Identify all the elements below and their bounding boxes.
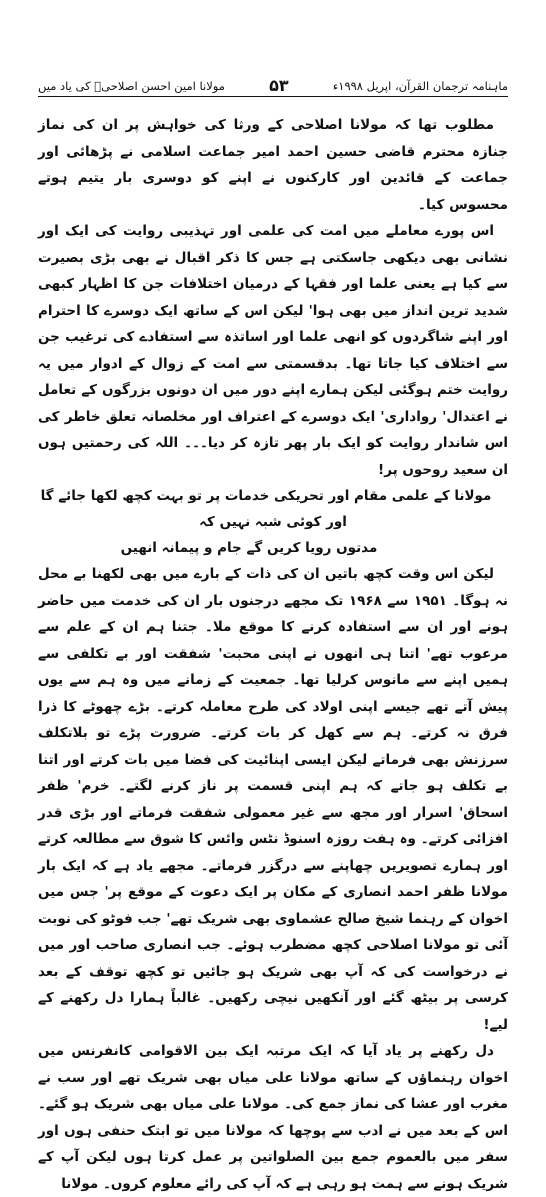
paragraph-1: مطلوب تھا کہ مولانا اصلاحی کے ورثا کی خواہش پر ان کی نماز جنازہ محترم قاضی حسین احمد امیر جماعت اسلامی نے پڑھائی اور جماعت کے قائدین اور کارکنوں نے اپنے کو دوسری بار یتیم ہوتے محسوس کیا۔ bbox=[38, 117, 508, 213]
header-rule bbox=[38, 96, 508, 97]
journal-title: ماہنامہ ترجمان القرآن، اپریل ۱۹۹۸ء bbox=[332, 79, 508, 93]
paragraph-3: مولانا کے علمی مقام اور تحریکی خدمات پر تو بہت کچھ لکھا جائے گا اور کوئی شبہ نہیں کہ bbox=[40, 488, 492, 530]
verse-text: مدتوں رویا کریں گے جام و پیمانہ انھیں bbox=[120, 540, 378, 556]
verse-line bbox=[38, 535, 508, 561]
page-number: ۵۳ bbox=[269, 76, 289, 95]
paragraph-5: دل رکھنے پر یاد آیا کہ ایک مرتبہ ایک بین الاقوامی کانفرنس میں اخوان رہنماؤں کے ساتھ مولانا علی میاں بھی شریک تھے اور سب نے مغرب اور عشا کی نماز جمع کی۔ مولانا علی میاں بھی شریک ہو گئے۔ اس کے بعد میں نے ادب سے پوچھا کہ مولانا میں تو ابتک حنفی ہوں اور سفر میں بالعموم جمع بین الصلواتین پر عمل کرتا ہوں لیکن آپ کے شریک ہونے سے ہمت ہو رہی ہے کہ آپ کی رائے معلوم کروں۔ مولانا bbox=[38, 1043, 508, 1192]
article-title: مولانا امین احسن اصلاحیؒ کی یاد میں bbox=[38, 79, 225, 93]
article-body bbox=[38, 112, 508, 1197]
paragraph-2: اس پورے معاملے میں امت کی علمی اور تہذیبی روایت کی ایک اور نشانی بھی دیکھی جاسکتی ہے جس کا ذکر اقبال نے بھی بڑی بصیرت سے کیا ہے یعنی علما اور فقہا کے درمیان اختلافات جن کا اظہار کبھی شدید ترین انداز میں بھی ہوا' لیکن اس کے ساتھ ایک دوسرے کا احترام اور اپنے شاگردوں کو انھی علما اور اساتذہ سے استفادے کی ترغیب جن سے اختلاف کیا جاتا تھا۔ بدقسمتی سے امت کے زوال کے ادوار میں یہ روایت ختم ہوگئی لیکن ہمارے اپنے دور میں ان دونوں بزرگوں کے تعامل نے اعتدال' رواداری' ایک دوسرے کے اعتراف اور مخلصانہ تعلق خاطر کی اس شاندار روایت کو ایک بار پھر تازہ کر دیا۔۔۔ اللہ کی رحمتیں ہوں ان سعید روحوں پر! bbox=[38, 223, 508, 478]
running-header bbox=[38, 68, 508, 94]
paragraph-4: لیکن اس وقت کچھ باتیں ان کی ذات کے بارے میں بھی لکھنا بے محل نہ ہوگا۔ ۱۹۵۱ سے ۱۹۶۸ تک مجھے درجنوں بار ان کی خدمت میں حاضر ہونے اور ان سے استفادہ کرنے کا موقع ملا۔ جتنا ہم ان کے علم سے مرعوب تھے' اتنا ہی انھوں نے اپنی محبت' شفقت اور بے تکلفی سے ہمیں اپنے سے مانوس کرلیا تھا۔ جمعیت کے زمانے میں وہ ہم سے یوں پیش آتے تھے جیسے اپنی اولاد کی طرح معاملہ کرتے۔ بڑے چھوٹے کا ذرا فرق نہ کرتے۔ ہم سے کھل کر بات کرتے۔ ضرورت پڑے تو بلاتکلف سرزنش بھی فرماتے لیکن ایسی اپنائیت کی فضا میں بات کرتے اور اتنا بے تکلف ہو جاتے کہ ہم اپنی قسمت پر ناز کرنے لگتے۔ خرم' ظفر اسحاق' اسرار اور مجھ سے غیر معمولی شفقت فرماتے اور بڑی قدر افزائی کرتے۔ وہ ہفت روزہ اسنوڈ نٹس وائس کا شوق سے مطالعہ کرتے اور ہمارے تصویریں چھاپنے سے درگزر فرماتے۔ مجھے یاد ہے کہ ایک بار مولانا ظفر احمد انصاری کے مکان پر ایک دعوت کے موقع پر' جس میں اخوان کے رہنما شیخ صالح عشماوی بھی شریک تھے' جب فوٹو کی نوبت آئی تو مولانا اصلاحی کچھ مضطرب ہوئے۔ جب انصاری صاحب اور میں نے درخواست کی کہ آپ بھی شریک ہو جائیں تو کچھ توقف کے بعد کرسی پر بیٹھ گئے اور آنکھیں نیچی رکھیں۔ غالباً ہمارا دل رکھنے کے لیے! bbox=[38, 566, 508, 1033]
